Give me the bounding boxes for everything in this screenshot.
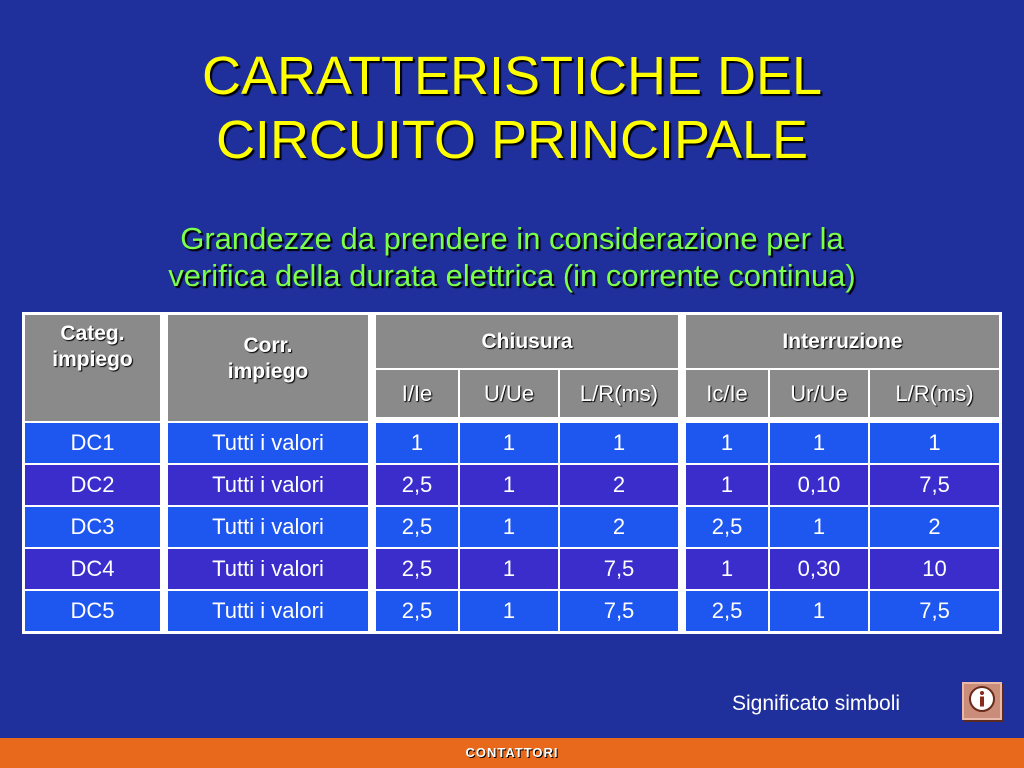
table-cell: 7,5 — [560, 591, 686, 631]
table-cell: 1 — [686, 549, 770, 591]
header-text: Categ. — [60, 322, 125, 345]
header-corr — [168, 315, 376, 423]
table-cell: 2,5 — [376, 507, 460, 549]
table-cell: 2 — [560, 465, 686, 507]
slide-title-line: CARATTERISTICHE DEL — [201, 46, 823, 107]
table-cell: DC1 — [25, 423, 168, 465]
table-cell: Tutti i valori — [168, 465, 376, 507]
table-cell: 1 — [460, 465, 560, 507]
table-cell: 2 — [870, 507, 999, 549]
table-cell: 1 — [870, 423, 999, 465]
subheader-cell: U/Ue — [460, 370, 560, 423]
table-cell: 2,5 — [686, 591, 770, 631]
table-cell: 1 — [770, 423, 870, 465]
slide-subtitle — [0, 220, 1024, 294]
footer-bar — [0, 738, 1024, 768]
table-cell: 7,5 — [560, 549, 686, 591]
table-cell: DC5 — [25, 591, 168, 631]
table-cell: 1 — [686, 465, 770, 507]
subheader-cell: Ur/Ue — [770, 370, 870, 423]
table-cell: Tutti i valori — [168, 423, 376, 465]
slide-subtitle-line: Grandezze da prendere in considerazione per la — [180, 221, 844, 256]
table-cell: 1 — [376, 423, 460, 465]
header-text: impiego — [52, 348, 133, 371]
subheader-cell: Ic/Ie — [686, 370, 770, 423]
table-cell: 2 — [560, 507, 686, 549]
table-cell: DC2 — [25, 465, 168, 507]
table-cell: 1 — [460, 423, 560, 465]
table-cell: Tutti i valori — [168, 507, 376, 549]
table-cell: Tutti i valori — [168, 549, 376, 591]
table-cell: 1 — [770, 591, 870, 631]
subheader-cell: L/R(ms) — [560, 370, 686, 423]
table-row — [25, 465, 999, 507]
symbols-link[interactable]: Significato simboli — [732, 692, 901, 715]
table-cell: 0,30 — [770, 549, 870, 591]
table-cell: 2,5 — [376, 549, 460, 591]
slide-subtitle-line: verifica della durata elettrica (in corrente continua) — [168, 258, 856, 293]
subheader-cell: I/Ie — [376, 370, 460, 423]
table-cell: 0,10 — [770, 465, 870, 507]
table-cell: 1 — [460, 507, 560, 549]
table-cell: 2,5 — [376, 591, 460, 631]
info-icon — [968, 685, 996, 718]
table-cell: DC4 — [25, 549, 168, 591]
characteristics-table — [22, 312, 1002, 634]
header-text: Corr. — [243, 334, 293, 357]
header-chiusura: Chiusura — [376, 315, 686, 370]
table-row — [25, 507, 999, 549]
header-text: impiego — [227, 360, 309, 383]
table-cell: Tutti i valori — [168, 591, 376, 631]
table-cell: 1 — [686, 423, 770, 465]
header-categ — [25, 315, 168, 423]
table-cell: 1 — [560, 423, 686, 465]
info-button[interactable] — [962, 682, 1002, 720]
table-cell: 10 — [870, 549, 999, 591]
table-cell: 7,5 — [870, 591, 999, 631]
table-cell: DC3 — [25, 507, 168, 549]
table-cell: 1 — [460, 591, 560, 631]
slide-title — [0, 44, 1024, 172]
header-interruzione: Interruzione — [686, 315, 999, 370]
table-cell: 1 — [770, 507, 870, 549]
table-cell: 2,5 — [686, 507, 770, 549]
slide-title-line: CIRCUITO PRINCIPALE — [215, 110, 809, 171]
data-table — [22, 312, 1002, 634]
table-row — [25, 423, 999, 465]
footer-label: CONTATTORI — [465, 745, 559, 760]
table-cell: 2,5 — [376, 465, 460, 507]
table-row — [25, 591, 999, 631]
table-cell: 7,5 — [870, 465, 999, 507]
table-cell: 1 — [460, 549, 560, 591]
subheader-cell: L/R(ms) — [870, 370, 999, 423]
table-row — [25, 549, 999, 591]
